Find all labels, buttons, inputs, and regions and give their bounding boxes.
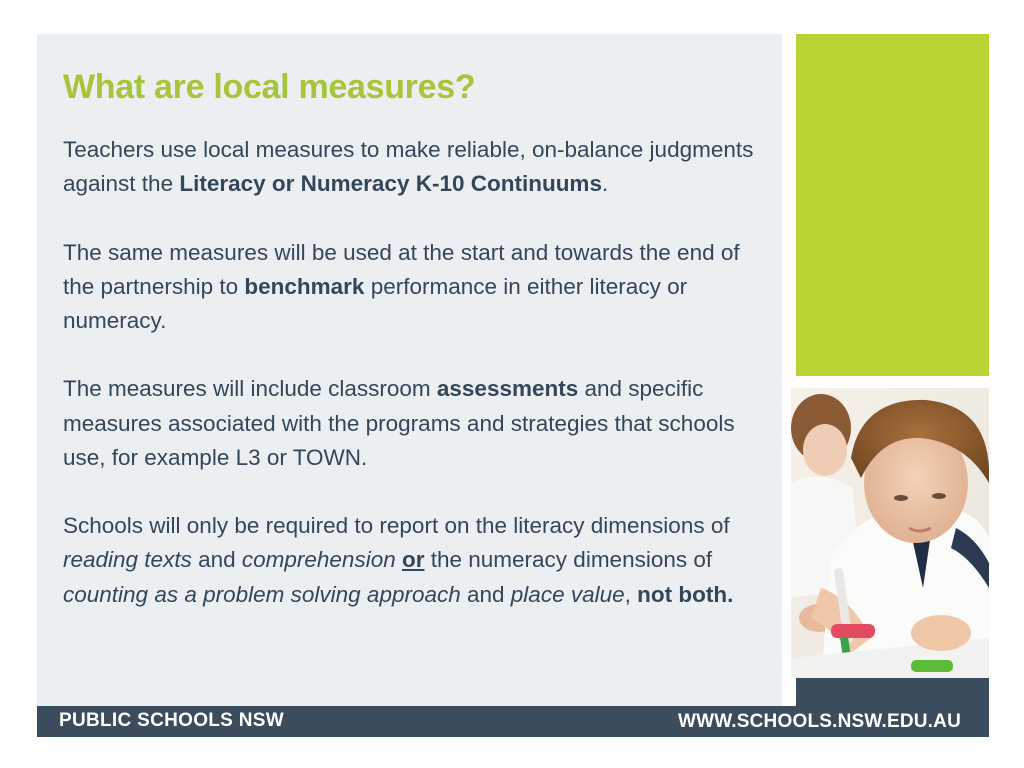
emphasis-not-both: not both. bbox=[637, 581, 734, 607]
footer-website-link[interactable]: WWW.SCHOOLS.NSW.EDU.AU bbox=[677, 711, 961, 732]
underline-or: or bbox=[401, 547, 425, 573]
emphasis-assessments: assessments bbox=[436, 376, 579, 402]
italic-comprehension: comprehension bbox=[241, 547, 396, 573]
emphasis-or bbox=[402, 547, 425, 572]
paragraph-2 bbox=[63, 236, 763, 339]
emphasis-benchmark: benchmark bbox=[244, 273, 365, 299]
italic-reading-texts: reading texts bbox=[63, 547, 192, 573]
text: . bbox=[601, 171, 609, 197]
paragraph-1 bbox=[63, 133, 763, 201]
slide-title: What are local measures? bbox=[63, 68, 476, 106]
accent-green-block bbox=[796, 34, 989, 376]
text: and specific measures associated with the programs and strategies that schools use, for example L3 or TOWN. bbox=[63, 376, 735, 470]
text: The same measures will be used at the start and towards the end of the partnership to bbox=[63, 239, 740, 299]
footer-brand: PUBLIC SCHOOLS NSW bbox=[59, 710, 284, 731]
text: The measures will include classroom bbox=[63, 376, 437, 402]
accent-dark-strip bbox=[796, 678, 989, 706]
slide-body bbox=[63, 133, 763, 612]
paragraph-4 bbox=[63, 509, 763, 612]
emphasis-continuums: Literacy or Numeracy K-10 Continuums bbox=[179, 171, 602, 197]
children-writing-photo bbox=[791, 388, 989, 678]
text: Teachers use local measures to make reliable, on-balance judgments against the bbox=[63, 137, 754, 197]
footer-bar bbox=[37, 706, 989, 737]
text: , bbox=[624, 581, 638, 607]
text: Schools will only be required to report on the literacy dimensions of bbox=[63, 513, 730, 539]
text: the numeracy dimensions of bbox=[424, 547, 713, 573]
italic-counting: counting as a problem solving approach bbox=[63, 581, 461, 607]
paragraph-3 bbox=[63, 372, 763, 475]
text: and bbox=[191, 547, 242, 573]
text: and bbox=[460, 581, 511, 607]
text: performance in either literacy or numeracy. bbox=[63, 273, 688, 333]
italic-place-value: place value bbox=[510, 581, 625, 607]
